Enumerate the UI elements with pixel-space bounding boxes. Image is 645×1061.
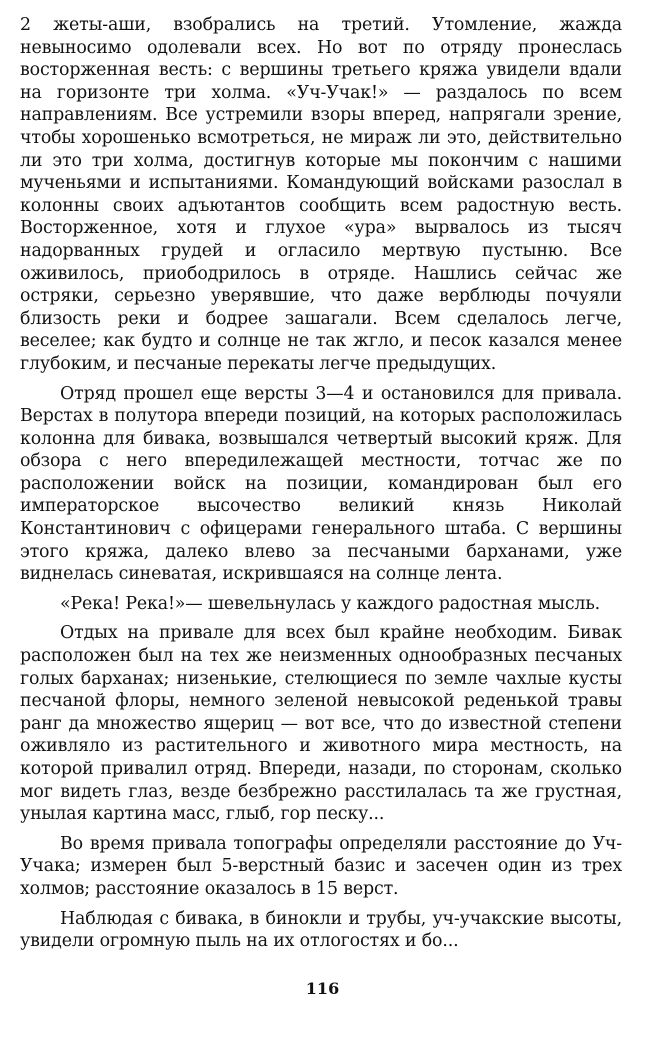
- page-number: 116: [305, 979, 340, 998]
- page-text: [20, 14, 622, 960]
- paragraph-4: Отдых на привале для всех был крайне необходим. Бивак расположен был на тех же неизменных однообразных песчаных голых барханах; низенькие, стелющиеся по земле чахлые кусты песчаной флоры, немного зеленой невысокой реденькой травы ранг да множество ящериц — вот все, что до известной степени оживляло из растительного и животного мира местность, на которой привалил отряд. Впереди, назади, по сторонам, сколько мог видеть глаз, везде безбрежно расстилалась та же грустная, унылая картина масс, глыб, гор песку...: [20, 623, 622, 825]
- paragraph-2: Отряд прошел еще версты 3—4 и остановился для привала. Верстах в полутора впереди позиций, на которых расположилась колонна для бивака, возвышался четвертый высокий кряж. Для обзора с него впередилежащей местности, тотчас же по расположении войск на позиции, командирован был его императорское высочество великий князь Николай Константинович с офицерами генерального штаба. С вершины этого кряжа, далеко влево за песчаными барханами, уже виднелась синеватая, искрившаяся на солнце лента.: [20, 383, 622, 585]
- paragraph-3: «Река! Река!»— шевельнулась у каждого радостная мысль.: [60, 593, 601, 614]
- paragraph-5: Во время привала топографы определяли расстояние до Уч-Учака; измерен был 5-верстный базис и засечен один из трех холмов; расстояние оказалось в 15 верст.: [20, 833, 622, 899]
- paragraph-1: 2 жеты-аши, взобрались на третий. Утомление, жажда невыносимо одолевали всех. Но вот по отряду пронеслась восторженная весть: с вершины третьего кряжа увидели вдали на горизонте три холма. «Уч-Учак!» — раздалось по всем направлениям. Все устремили взоры вперед, напрягали зрение, чтобы хорошенько всмотреться, не мираж ли это, действительно ли это три холма, достигнув которые мы покончим с нашими мученьями и испытаниями. Командующий войсками разослал в колонны своих адъютантов сообщить всем радостную весть. Восторженное, хотя и глухое «ура» вырвалось из тысяч надорванных грудей и огласило мертвую пустыню. Все оживилось, приободрилось в отряде. Нашлись сейчас же остряки, серьезно уверявшие, что даже верблюды почуяли близость реки и бодрее зашагали. Всем сделалось легче, веселее; как будто и солнце не так жгло, и песок казался менее глубоким, и песчаные перекаты легче предыдущих.: [20, 15, 622, 374]
- paragraph-6: Наблюдая с бивака, в бинокли и трубы, уч-учакские высоты, увидели огромную пыль на их отлогостях и бо...: [20, 908, 622, 952]
